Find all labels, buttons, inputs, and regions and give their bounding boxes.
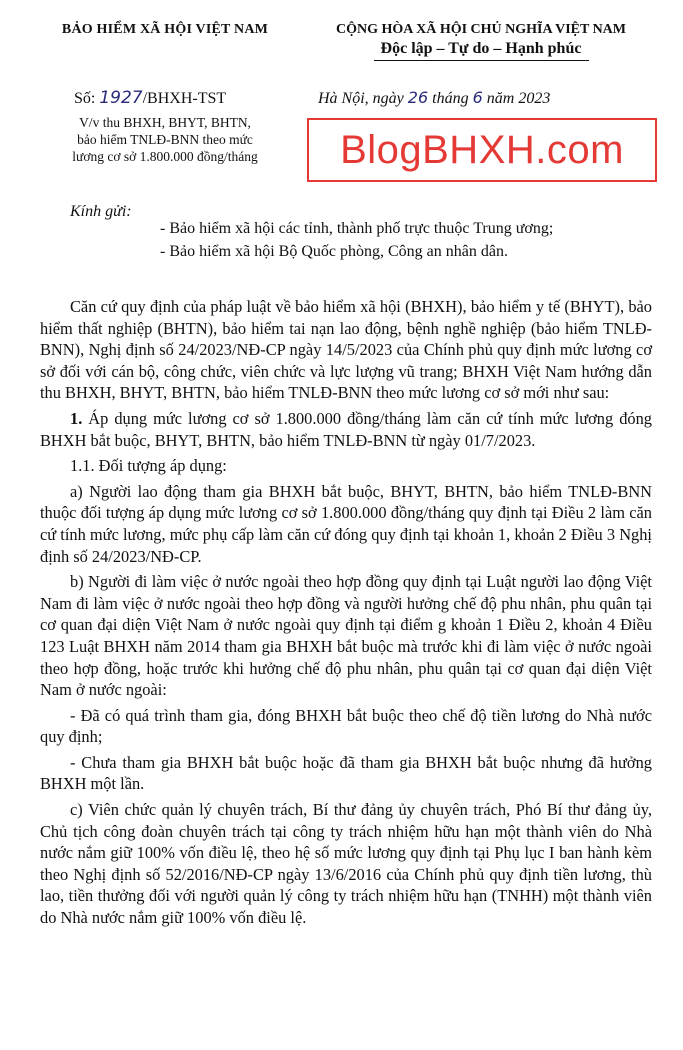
item-c: c) Viên chức quản lý chuyên trách, Bí thư đảng ủy chuyên trách, Phó Bí thư đảng ủy, Chủ tịch công đoàn chuyên trách tại công ty trách nhiệm hữu hạn một thành viên do Nhà nước nắm giữ 100% vốn điều lệ, theo hệ số mức lương quy định tại Phụ lục I ban hành kèm theo Nghị định số 52/2016/NĐ-CP ngày 13/6/2016 của Chính phủ quy định tiền lương, thù lao, tiền thưởng đối với người quản lý công ty trách nhiệm hữu hạn (TNHH) một thành viên do Nhà nước nắm giữ 100% vốn điều lệ. <box>40 800 652 928</box>
item-b-bullet-2: - Chưa tham gia BHXH bắt buộc hoặc đã tham gia BHXH bắt buộc nhưng đã hưởng BHXH một lần. <box>40 752 652 794</box>
subject-line: bảo hiểm TNLĐ-BNN theo mức <box>77 132 253 147</box>
intro-paragraph: Căn cứ quy định của pháp luật về bảo hiểm xã hội (BHXH), bảo hiểm y tế (BHYT), bảo hiểm thất nghiệp (BHTN), bảo hiểm tai nạn lao động, bệnh nghề nghiệp (bảo hiểm TNLĐ-BNN), Nghị định số 24/2023/NĐ-CP ngày 14/5/2023 của Chính phủ quy định mức lương cơ sở đối với cán bộ, công chức, viên chức và lực lượng vũ trang; BHXH Việt Nam hướng dẫn thu BHXH, BHYT, BHTN, bảo hiểm TNLĐ-BNN theo mức lương cơ sở mới như sau: <box>40 297 652 403</box>
document-number-label: Số: <box>74 90 96 107</box>
item-1-text: Áp dụng mức lương cơ sở 1.800.000 đồng/tháng làm căn cứ tính mức lương đóng BHXH bắt buộc, BHYT, BHTN, bảo hiểm TNLĐ-BNN từ ngày 01/7/2023. <box>40 408 652 450</box>
item-1-number: 1. <box>70 408 83 428</box>
document-number <box>74 88 226 108</box>
recipient-line: - Bảo hiểm xã hội Bộ Quốc phòng, Công an nhân dân. <box>160 243 508 260</box>
watermark-stamp: BlogBHXH.com <box>307 118 657 182</box>
motto-underline <box>374 60 589 61</box>
recipient-line: - Bảo hiểm xã hội các tỉnh, thành phố trực thuộc Trung ương; <box>160 220 554 237</box>
country-name: CỘNG HÒA XÃ HỘI CHỦ NGHĨA VIỆT NAM <box>335 22 626 37</box>
item-b-bullet-1: - Đã có quá trình tham gia, đóng BHXH bắt buộc theo chế độ tiền lương do Nhà nước quy định; <box>40 705 652 747</box>
item-1 <box>40 408 652 451</box>
date-month-label: tháng <box>432 90 469 107</box>
document-number-handwritten: 1927 <box>99 88 143 108</box>
document-date <box>318 88 550 108</box>
item-1-1: 1.1. Đối tượng áp dụng: <box>70 456 227 476</box>
document-number-suffix: /BHXH-TST <box>142 90 227 107</box>
date-month: 6 <box>472 88 483 107</box>
document-body <box>40 296 652 933</box>
issuing-organization: BẢO HIỂM XÃ HỘI VIỆT NAM <box>61 22 269 37</box>
subject-line: V/v thu BHXH, BHYT, BHTN, <box>79 115 251 130</box>
date-prefix: Hà Nội, ngày <box>318 90 404 107</box>
national-header <box>306 22 656 61</box>
item-b: b) Người đi làm việc ở nước ngoài theo hợp đồng quy định tại Luật người lao động Việt Nam đi làm việc ở nước ngoài theo hợp đồng và người hưởng chế độ phu nhân, phu quân tại cơ quan đại diện Việt Nam ở nước ngoài quy định tại điểm g khoản 1 Điều 2, khoản 4 Điều 123 Luật BHXH năm 2014 tham gia BHXH bắt buộc mà trước khi đi làm việc ở nước ngoài theo hợp đồng, hoặc trước khi hưởng chế độ phu nhân, phu quân tại cơ quan đại diện Việt Nam ở nước ngoài: <box>40 572 652 700</box>
greeting-label: Kính gửi: <box>70 203 132 220</box>
item-a: a) Người lao động tham gia BHXH bắt buộc, BHYT, BHTN, bảo hiểm TNLĐ-BNN thuộc đối tượng áp dụng mức lương cơ sở 1.800.000 đồng/tháng quy định tại Điều 2 làm căn cứ tính mức lương, mức phụ cấp làm căn cứ đóng quy định tại khoản 1, khoản 2 Điều 3 Nghị định số 24/2023/NĐ-CP. <box>40 481 652 566</box>
date-year: năm 2023 <box>486 90 551 107</box>
subject-line: lương cơ sở 1.800.000 đồng/tháng <box>72 149 258 164</box>
date-day: 26 <box>407 88 429 107</box>
document-subject <box>50 114 280 165</box>
national-motto: Độc lập – Tự do – Hạnh phúc <box>380 40 582 57</box>
